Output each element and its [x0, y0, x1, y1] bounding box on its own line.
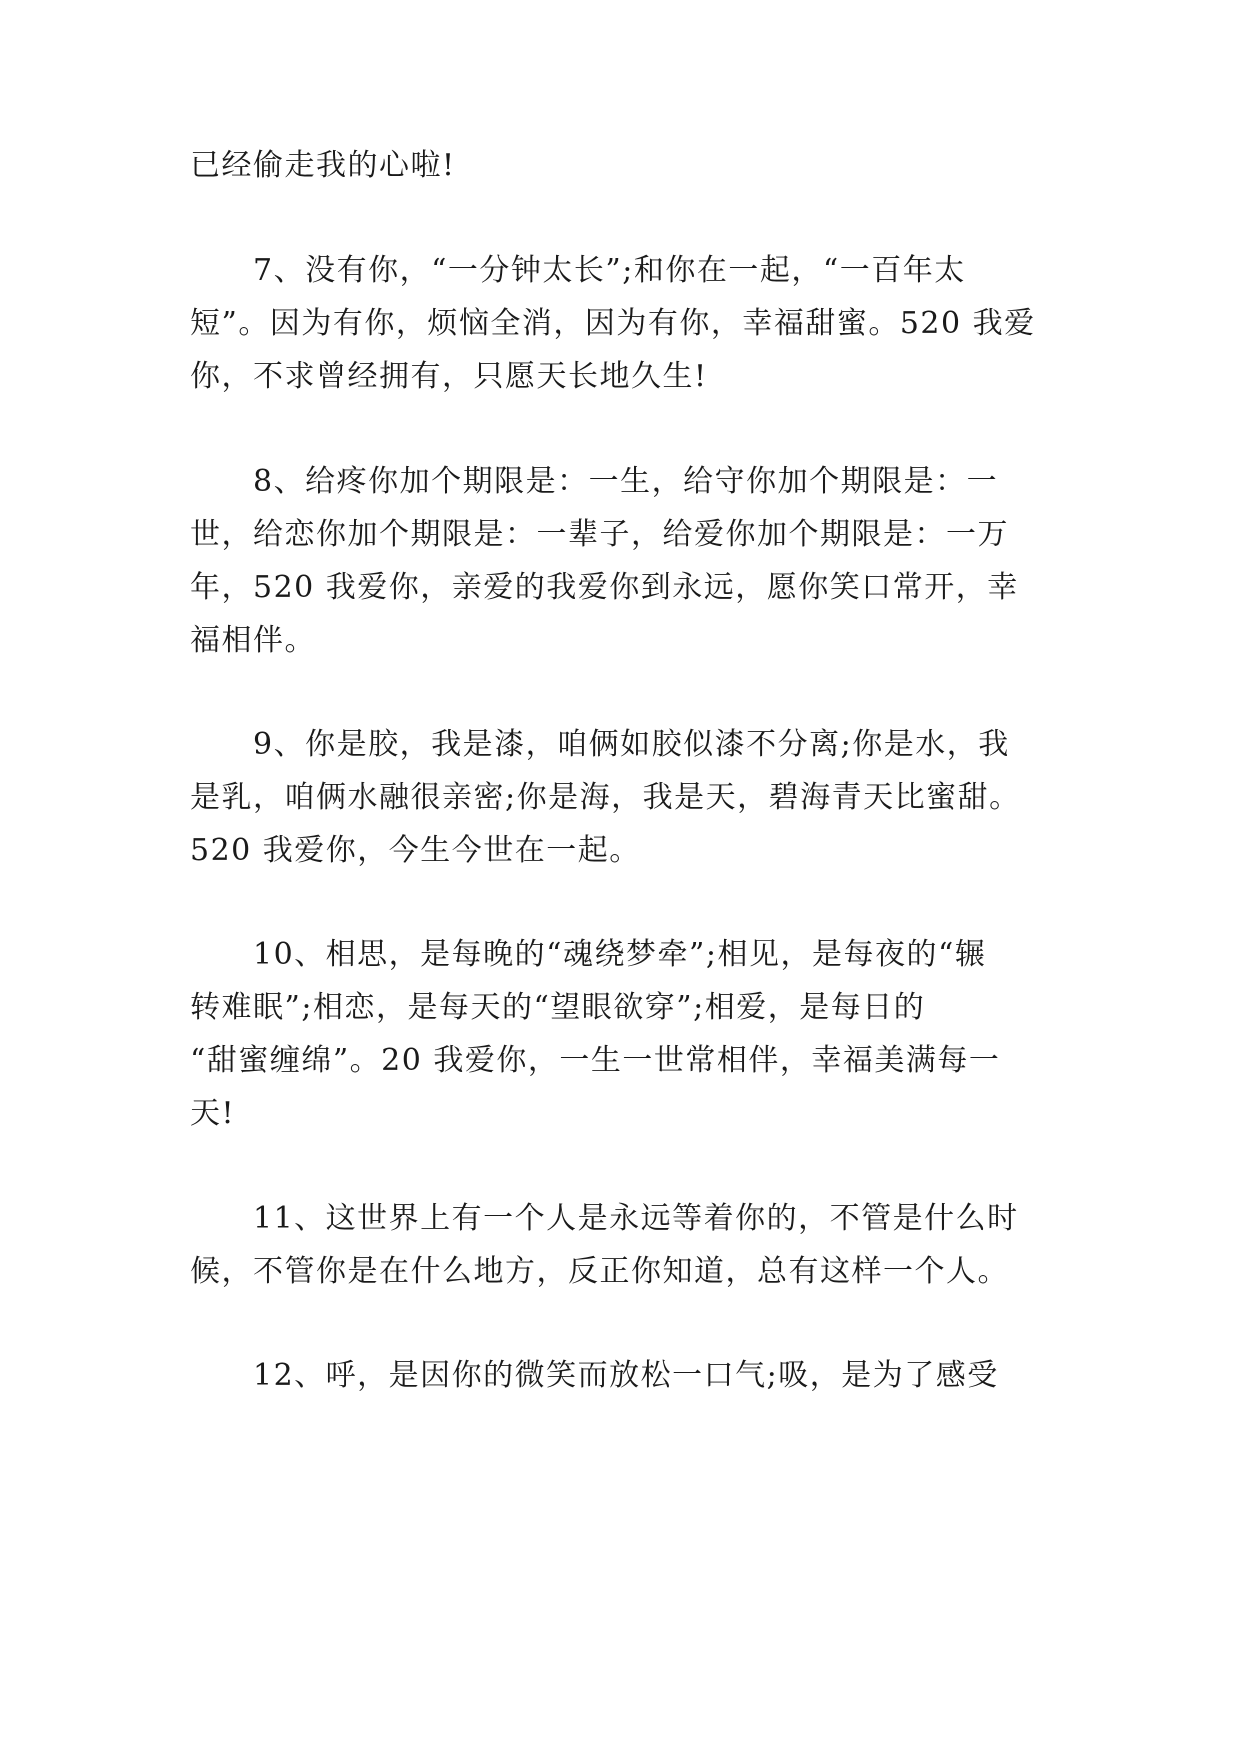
paragraph-line: 世，给恋你加个期限是：一辈子，给爱你加个期限是：一万 [190, 517, 1009, 552]
paragraph-line: “甜蜜缠绵”。20 我爱你，一生一世常相伴，幸福美满每一 [190, 1043, 1001, 1078]
paragraph-line: 福相伴。 [190, 623, 316, 658]
paragraph-line: 8、给疼你加个期限是：一生，给守你加个期限是：一 [253, 464, 999, 499]
paragraph-line: 你，不求曾经拥有，只愿天长地久生! [190, 359, 708, 394]
paragraph-line: 12、呼，是因你的微笑而放松一口气;吸，是为了感受 [253, 1358, 999, 1393]
paragraph-line: 年，520 我爱你，亲爱的我爱你到永远，愿你笑口常开，幸 [190, 570, 1019, 605]
paragraph-line: 10、相思，是每晚的“魂绕梦牵”;相见，是每夜的“辗 [253, 937, 987, 972]
paragraph-line: 候，不管你是在什么地方，反正你知道，总有这样一个人。 [190, 1254, 1009, 1289]
paragraph-line: 7、没有你，“一分钟太长”;和你在一起，“一百年太 [253, 253, 966, 288]
paragraph-line: 短”。因为有你，烦恼全消，因为有你，幸福甜蜜。520 我爱 [190, 306, 1036, 341]
paragraph-line: 是乳，咱俩水融很亲密;你是海，我是天，碧海青天比蜜甜。 [190, 780, 1021, 815]
paragraph-line: 11、这世界上有一个人是永远等着你的，不管是什么时 [253, 1201, 1019, 1236]
paragraph-line: 520 我爱你，今生今世在一起。 [190, 833, 641, 868]
paragraph-line: 转难眠”;相恋，是每天的“望眼欲穿”;相爱，是每日的 [190, 990, 926, 1025]
paragraph-line: 已经偷走我的心啦! [190, 148, 456, 183]
paragraph-line: 天! [190, 1096, 236, 1131]
paragraph-line: 9、你是胶，我是漆，咱俩如胶似漆不分离;你是水，我 [253, 727, 1010, 762]
